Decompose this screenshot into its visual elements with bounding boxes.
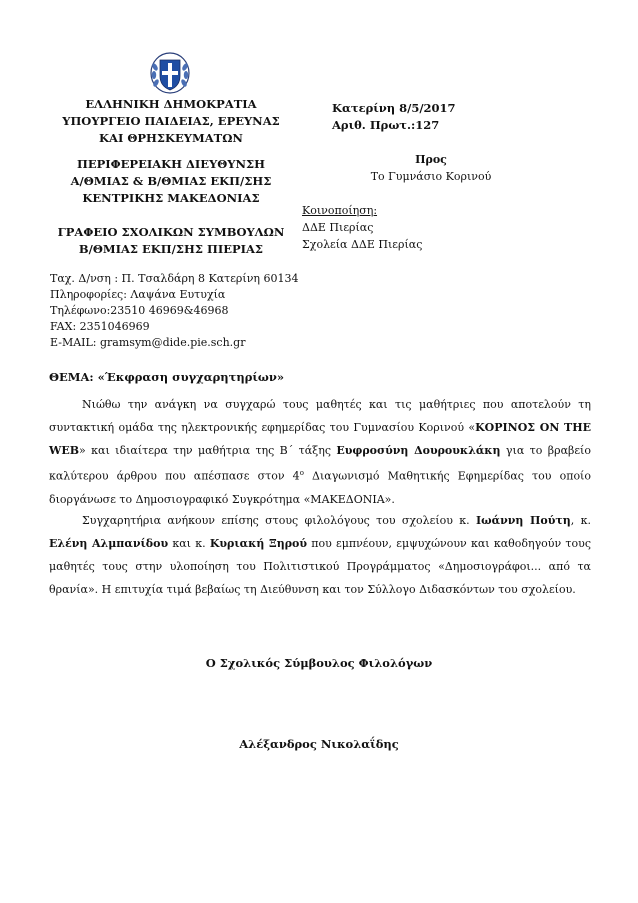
office-header <box>40 224 302 258</box>
header-ministry-cont: ΚΑΙ ΘΡΗΣΚΕΥΜΑΤΩΝ <box>99 131 243 145</box>
recipient-name: Το Γυμνάσιο Κορινού <box>370 170 492 183</box>
contact-phone: Τηλέφωνο:23510 46969&46968 <box>50 304 229 317</box>
contact-address: Ταχ. Δ/νση : Π. Τσαλδάρη 8 Κατερίνη 60134 <box>50 272 299 285</box>
ordinal-suffix: ο <box>299 469 304 477</box>
para1-text-1: Νιώθω την ανάγκη να συγχαρώ τους μαθητές και τις μαθήτριες που αποτελούν τη συντακτική ομάδα της ηλεκτρονικής εφημερίδας του Γυμνασίου Κορινού « <box>49 398 591 434</box>
para2-text-4: που εμπνέουν, εμψυχώνουν και καθοδηγούν τους μαθητές τους στην υλοποίηση του Πολιτιστικού Προγράμματος «Δημοσιογράφοι... από τα θρανία». Η επιτυχία τιμά βεβαίως τη Διεύθυνση και τον Σύλλογο Διδασκόντων του σχολείου. <box>49 537 591 596</box>
regional-directorate-header <box>40 156 302 207</box>
body-paragraph-1 <box>49 393 591 511</box>
teacher-name-2: Ελένη Αλμπανίδου <box>49 537 169 550</box>
signature-title: Ο Σχολικός Σύμβουλος Φιλολόγων <box>205 656 433 670</box>
issuing-authority-header <box>40 96 302 147</box>
student-name: Ευφροσύνη Δουρουκλάκη <box>336 444 501 457</box>
protocol-number: Αριθ. Πρωτ.:127 <box>332 118 440 132</box>
subject-line: ΘΕΜΑ: «Έκφραση συγχαρητηρίων» <box>49 370 285 384</box>
contact-email: E-MAIL: gramsym@dide.pie.sch.gr <box>50 336 246 349</box>
header-directorate: ΠΕΡΙΦΕΡΕΙΑΚΗ ΔΙΕΥΘΥΝΣΗ <box>76 157 266 171</box>
header-office-region: Β/ΘΜΙΑΣ ΕΚΠ/ΣΗΣ ΠΙΕΡΙΑΣ <box>78 242 264 256</box>
cc-block <box>302 202 422 253</box>
body-paragraph-2 <box>49 509 591 601</box>
contact-block <box>50 271 298 351</box>
newspaper-name: ΚΟΡΙΝΟΣ ON THE WEB <box>49 421 591 457</box>
hellenic-republic-emblem-icon <box>150 52 190 94</box>
cc-line-1: ΔΔΕ Πιερίας <box>302 221 374 234</box>
para2-text-2: , κ. <box>570 514 592 527</box>
para1-text-3: για το βραβείο καλύτερου άρθρου που απέσπασε στον 4 <box>49 444 591 483</box>
contact-fax: FAX: 2351046969 <box>50 320 150 333</box>
para2-text-1: Συγχαρητήρια ανήκουν επίσης στους φιλολόγους του σχολείου κ. <box>82 514 477 527</box>
header-ministry: ΥΠΟΥΡΓΕΙΟ ΠΑΙΔΕΙΑΣ, ΕΡΕΥΝΑΣ <box>62 114 280 128</box>
para2-text-3: και κ. <box>168 537 210 550</box>
cc-label: Κοινοποίηση: <box>302 204 378 217</box>
para1-text-4: Διαγωνισμό Μαθητικής Εφημερίδας του οποίο διοργάνωσε το Δημοσιογραφικό Συγκρότημα «ΜΑΚΕΔΟΝΙΑ». <box>49 469 591 506</box>
date-protocol-block <box>332 100 456 134</box>
cc-line-2: Σχολεία ΔΔΕ Πιερίας <box>302 238 423 251</box>
signature-name: Αλέξανδρος Νικολαΐδης <box>239 737 399 751</box>
date-line: Κατερίνη 8/5/2017 <box>332 101 456 115</box>
recipient-block <box>300 151 562 185</box>
header-region: ΚΕΝΤΡΙΚΗΣ ΜΑΚΕΔΟΝΙΑΣ <box>82 191 260 205</box>
teacher-name-1: Ιωάννη Πούτη <box>476 514 571 527</box>
recipient-label: Προς <box>415 153 447 166</box>
para1-text-2: » και ιδιαίτερα την μαθήτρια της Β΄ τάξης <box>79 444 337 457</box>
contact-info: Πληροφορίες: Λαψάνα Ευτυχία <box>50 288 226 301</box>
header-office: ΓΡΑΦΕΙΟ ΣΧΟΛΙΚΩΝ ΣΥΜΒΟΥΛΩΝ <box>57 225 285 239</box>
header-education-levels: Α/ΘΜΙΑΣ & Β/ΘΜΙΑΣ ΕΚΠ/ΣΗΣ <box>70 174 272 188</box>
teacher-name-3: Κυριακή Ξηρού <box>209 537 307 550</box>
header-country: ΕΛΛΗΝΙΚΗ ΔΗΜΟΚΡΑΤΙΑ <box>85 97 257 111</box>
